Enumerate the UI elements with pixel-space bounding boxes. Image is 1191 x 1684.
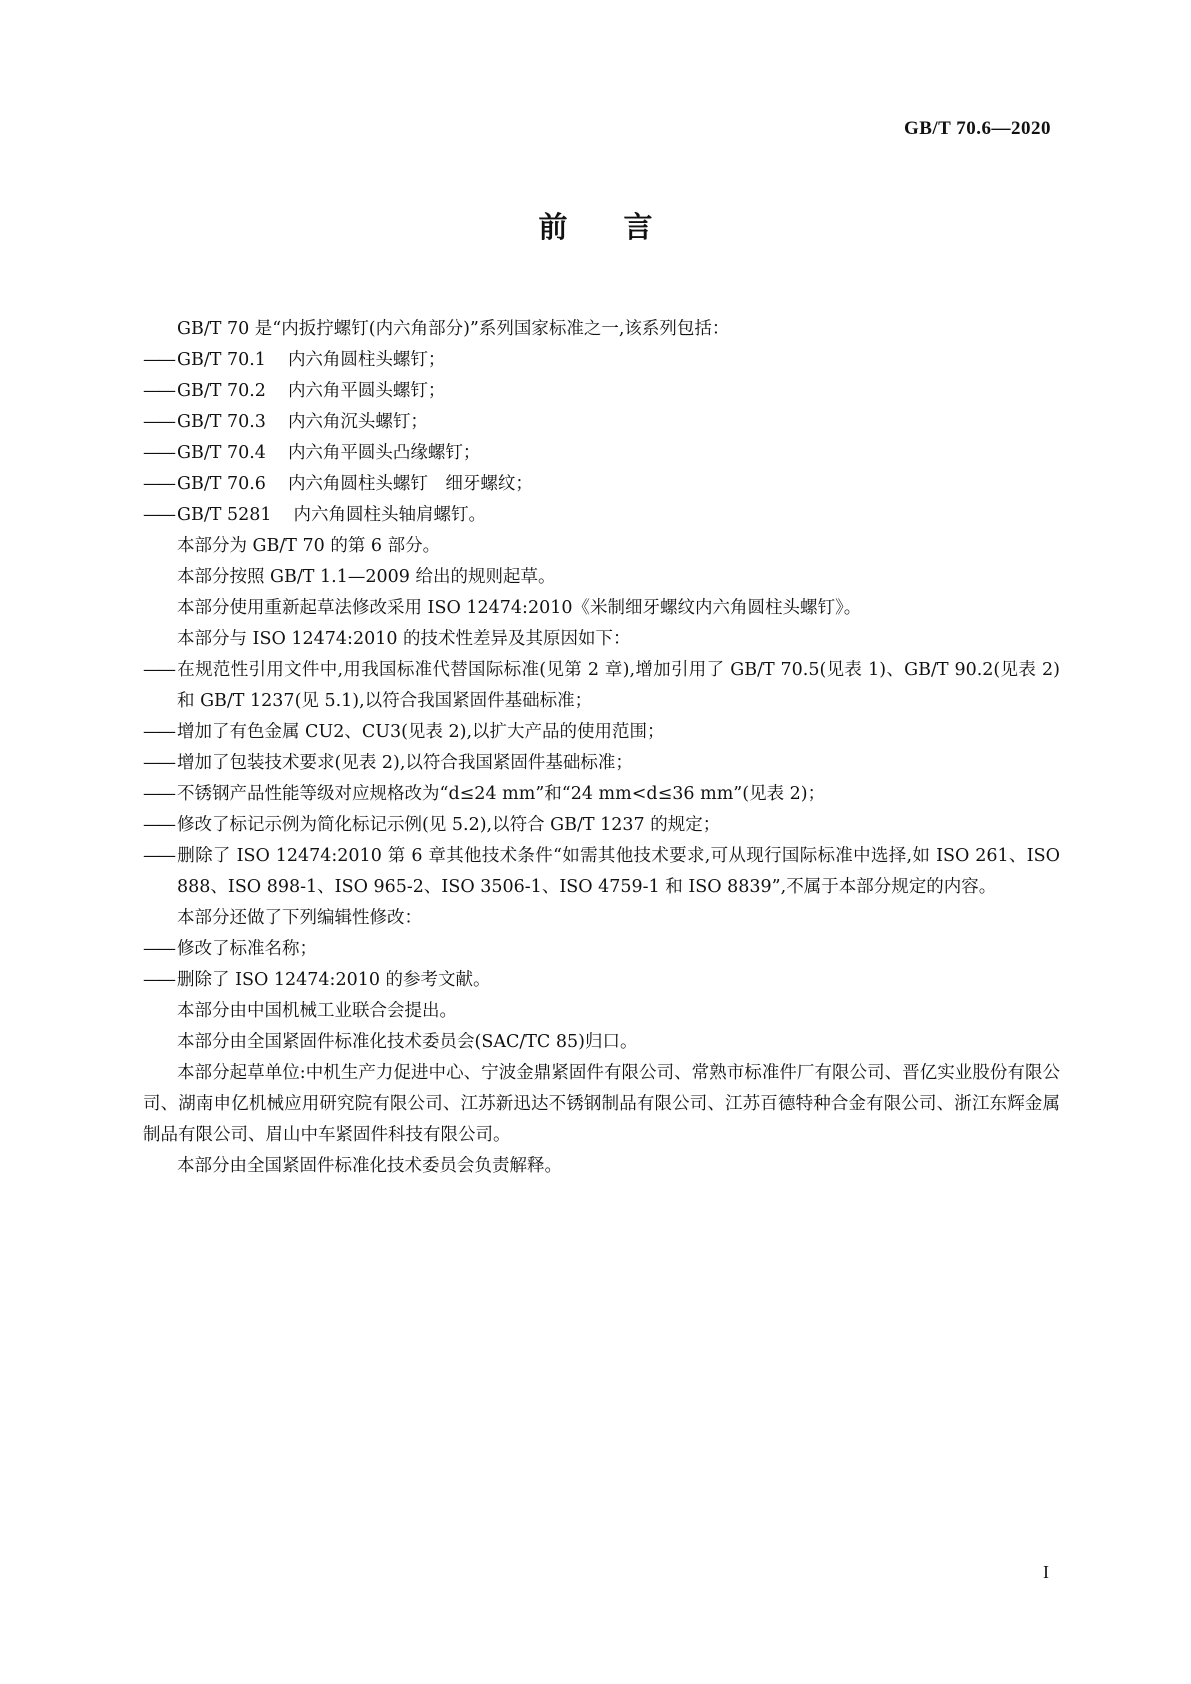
intro-paragraph: GB/T 70 是“内扳拧螺钉(内六角部分)”系列国家标准之一,该系列包括： xyxy=(177,319,730,339)
series-code: GB/T 70.4 xyxy=(177,443,266,463)
series-name: 内六角圆柱头螺钉 细牙螺纹； xyxy=(287,474,533,494)
series-name: 内六角圆柱头螺钉； xyxy=(287,350,446,370)
editorial-text: 修改了标准名称； xyxy=(177,939,317,959)
dash-mark: —— xyxy=(143,381,174,401)
series-code: GB/T 5281 xyxy=(177,505,272,525)
series-item xyxy=(143,407,1060,438)
difference-text: 增加了包装技术要求(见表 2),以符合我国紧固件基础标准； xyxy=(177,753,633,773)
series-item xyxy=(143,469,1060,500)
dash-mark: —— xyxy=(143,443,174,463)
dash-mark: —— xyxy=(143,970,174,990)
dash-mark: —— xyxy=(143,722,174,742)
difference-text: 不锈钢产品性能等级对应规格改为“d≤24 mm”和“24 mm<d≤36 mm”(见表 2)； xyxy=(177,784,826,804)
series-name: 内六角沉头螺钉； xyxy=(287,412,428,432)
difference-item xyxy=(143,717,1060,748)
series-item xyxy=(143,438,1060,469)
rule-paragraph: 本部分按照 GB/T 1.1—2009 给出的规则起草。 xyxy=(177,567,556,587)
dash-mark: —— xyxy=(143,660,174,680)
editorial-text: 删除了 ISO 12474:2010 的参考文献。 xyxy=(177,970,491,990)
editorial-paragraph: 本部分还做了下列编辑性修改： xyxy=(177,908,422,928)
dash-mark: —— xyxy=(143,846,174,866)
dash-mark: —— xyxy=(143,753,174,773)
series-code: GB/T 70.2 xyxy=(177,381,266,401)
series-list xyxy=(143,345,1060,531)
dash-mark: —— xyxy=(143,784,174,804)
editorial-list xyxy=(143,934,1060,996)
centralized-paragraph: 本部分由全国紧固件标准化技术委员会(SAC/TC 85)归口。 xyxy=(177,1032,638,1052)
difference-item xyxy=(143,779,1060,810)
drafters-paragraph: 本部分起草单位:中机生产力促进中心、宁波金鼎紧固件有限公司、常熟市标准件厂有限公司、晋亿实业股份有限公司、湖南申亿机械应用研究院有限公司、江苏新迅达不锈钢制品有限公司、江苏百德特种合金有限公司、浙江东辉金属制品有限公司、眉山中车紧固件科技有限公司。 xyxy=(143,1063,1060,1145)
page-title: 前言 xyxy=(538,210,709,244)
foreword-body xyxy=(143,314,1060,1182)
page-number: I xyxy=(1043,1562,1049,1582)
series-name: 内六角圆柱头轴肩螺钉。 xyxy=(293,505,487,525)
proposed-paragraph: 本部分由中国机械工业联合会提出。 xyxy=(177,1001,457,1021)
difference-text: 增加了有色金属 CU2、CU3(见表 2),以扩大产品的使用范围； xyxy=(177,722,665,742)
standard-code: GB/T 70.6—2020 xyxy=(903,118,1051,139)
editorial-item xyxy=(143,965,1060,996)
series-code: GB/T 70.3 xyxy=(177,412,266,432)
series-item xyxy=(143,500,1060,531)
dash-mark: —— xyxy=(143,350,174,370)
series-name: 内六角平圆头凸缘螺钉； xyxy=(287,443,481,463)
difference-item xyxy=(143,810,1060,841)
differences-list xyxy=(143,655,1060,903)
adoption-paragraph: 本部分使用重新起草法修改采用 ISO 12474:2010《米制细牙螺纹内六角圆柱头螺钉》。 xyxy=(177,598,862,618)
series-item xyxy=(143,376,1060,407)
part-paragraph: 本部分为 GB/T 70 的第 6 部分。 xyxy=(177,536,441,556)
interpretation-paragraph: 本部分由全国紧固件标准化技术委员会负责解释。 xyxy=(177,1156,562,1176)
dash-mark: —— xyxy=(143,939,174,959)
difference-item xyxy=(143,655,1060,717)
dash-mark: —— xyxy=(143,412,174,432)
differences-paragraph: 本部分与 ISO 12474:2010 的技术性差异及其原因如下： xyxy=(177,629,631,649)
difference-text: 在规范性引用文件中,用我国标准代替国际标准(见第 2 章),增加引用了 GB/T 70.5(见表 1)、GB/T 90.2(见表 2)和 GB/T 1237(见 5.1),以符合我国紧固件基础标准； xyxy=(177,660,1060,711)
difference-text: 删除了 ISO 12474:2010 第 6 章其他技术条件“如需其他技术要求,可从现行国际标准中选择,如 ISO 261、ISO 888、ISO 898-1、ISO 965-2、ISO 3506-1、ISO 4759-1 和 ISO 8839”,不属于本部分规定的内容。 xyxy=(177,846,1060,897)
difference-item xyxy=(143,748,1060,779)
series-name: 内六角平圆头螺钉； xyxy=(287,381,446,401)
difference-text: 修改了标记示例为简化标记示例(见 5.2),以符合 GB/T 1237 的规定； xyxy=(177,815,721,835)
series-item xyxy=(143,345,1060,376)
difference-item xyxy=(143,841,1060,903)
dash-mark: —— xyxy=(143,505,174,525)
series-code: GB/T 70.1 xyxy=(177,350,266,370)
series-code: GB/T 70.6 xyxy=(177,474,266,494)
dash-mark: —— xyxy=(143,474,174,494)
dash-mark: —— xyxy=(143,815,174,835)
editorial-item xyxy=(143,934,1060,965)
